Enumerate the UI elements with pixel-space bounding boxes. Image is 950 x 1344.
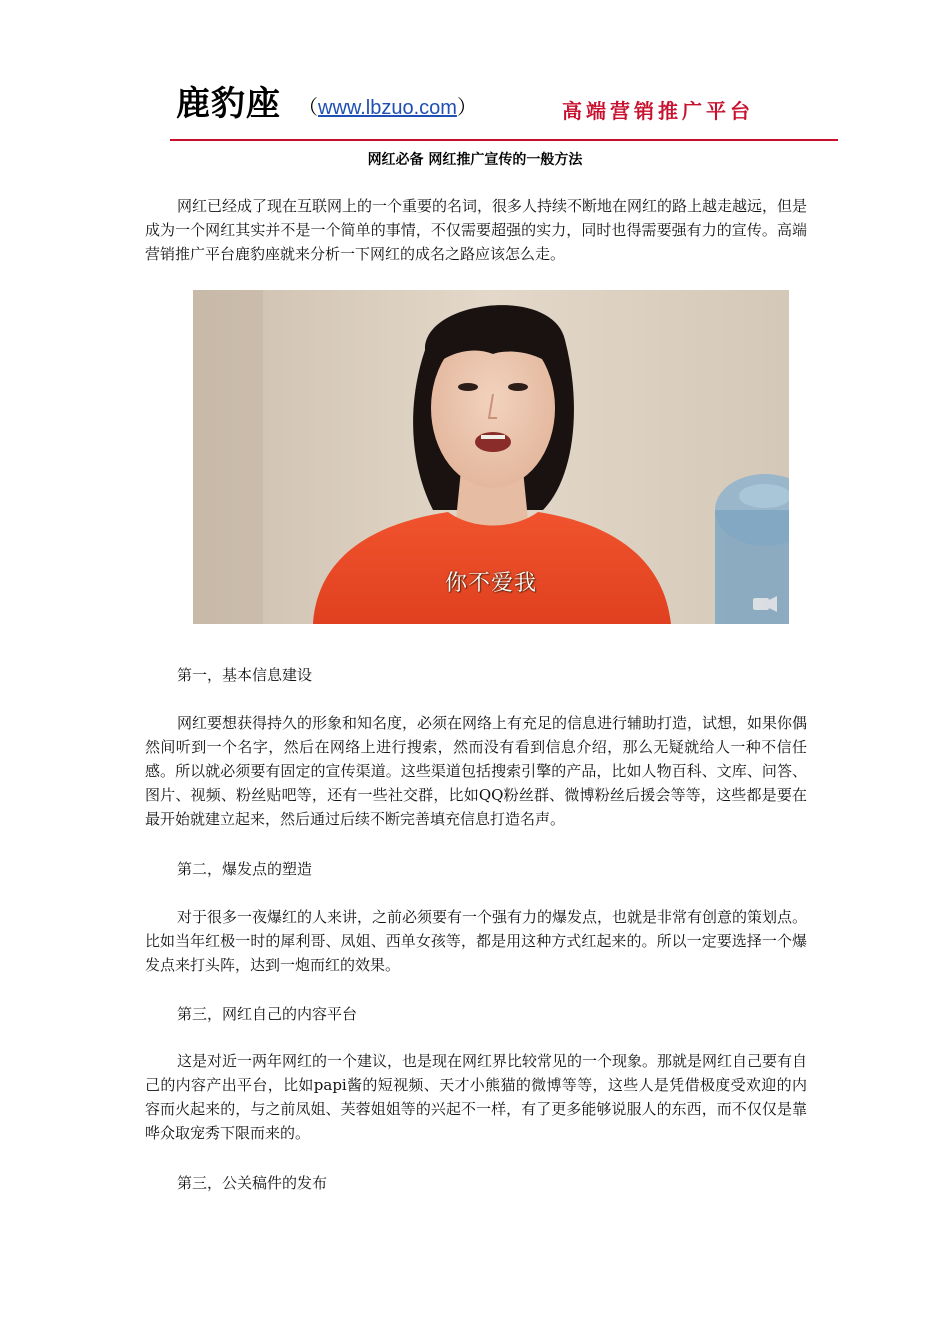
section-body-1: 网红要想获得持久的形象和知名度，必须在网络上有充足的信息进行辅助打造，试想，如果你偶然间听到一个名字，然后在网络上进行搜索，然而没有看到信息介绍，那么无疑就给人一种不信任感。所以就必须要有固定的宣传渠道。这些渠道包括搜索引擎的产品，比如人物百科、文库、问答、图片、视频、粉丝贴吧等，还有一些社交群，比如QQ粉丝群、微博粉丝后援会等等，这些都是要在最开始就建立起来，然后通过后续不断完善填充信息打造名声。 (145, 714, 808, 828)
section-heading-4: 第三，公关稿件的发布 (177, 1174, 328, 1192)
website-link[interactable]: www.lbzuo.com (318, 97, 457, 119)
section-heading-3: 第三，网红自己的内容平台 (177, 1005, 358, 1023)
intro-paragraph: 网红已经成了现在互联网上的一个重要的名词，很多人持续不断地在网红的路上越走越远，但是成为一个网红其实并不是一个简单的事情，不仅需要超强的实力，同时也得需要强有力的宣传。高端营销推广平台鹿豹座就来分析一下网红的成名之路应该怎么走。 (145, 197, 808, 263)
section-body-3: 这是对近一两年网红的一个建议，也是现在网红界比较常见的一个现象。那就是网红自己要有自己的内容产出平台，比如papi酱的短视频、天才小熊猫的微博等等，这些人是凭借极度受欢迎的内容而火起来的，与之前凤姐、芙蓉姐姐等的兴起不一样，有了更多能够说服人的东西，而不仅仅是靠哗众取宠秀下限而来的。 (145, 1052, 808, 1142)
section-body-2: 对于很多一夜爆红的人来讲，之前必须要有一个强有力的爆发点，也就是非常有创意的策划点。比如当年红极一时的犀利哥、凤姐、西单女孩等，都是用这种方式红起来的。所以一定要选择一个爆发点来打头阵，达到一炮而红的效果。 (145, 908, 808, 974)
header-divider (170, 139, 838, 141)
video-camera-icon (753, 596, 777, 612)
url-close-paren: ） (456, 97, 477, 119)
document-title: 网红必备 网红推广宣传的一般方法 (367, 152, 583, 168)
brand-url (298, 95, 477, 121)
url-open-paren: （ (298, 97, 318, 119)
section-heading-2: 第二，爆发点的塑造 (177, 860, 313, 878)
photo-subtitle: 你不爱我 (444, 571, 537, 596)
article-photo (193, 290, 789, 624)
brand-logo-text: 鹿豹座 (176, 84, 281, 124)
header-slogan: 高端营销推广平台 (562, 99, 754, 123)
section-heading-1: 第一，基本信息建设 (177, 666, 313, 684)
